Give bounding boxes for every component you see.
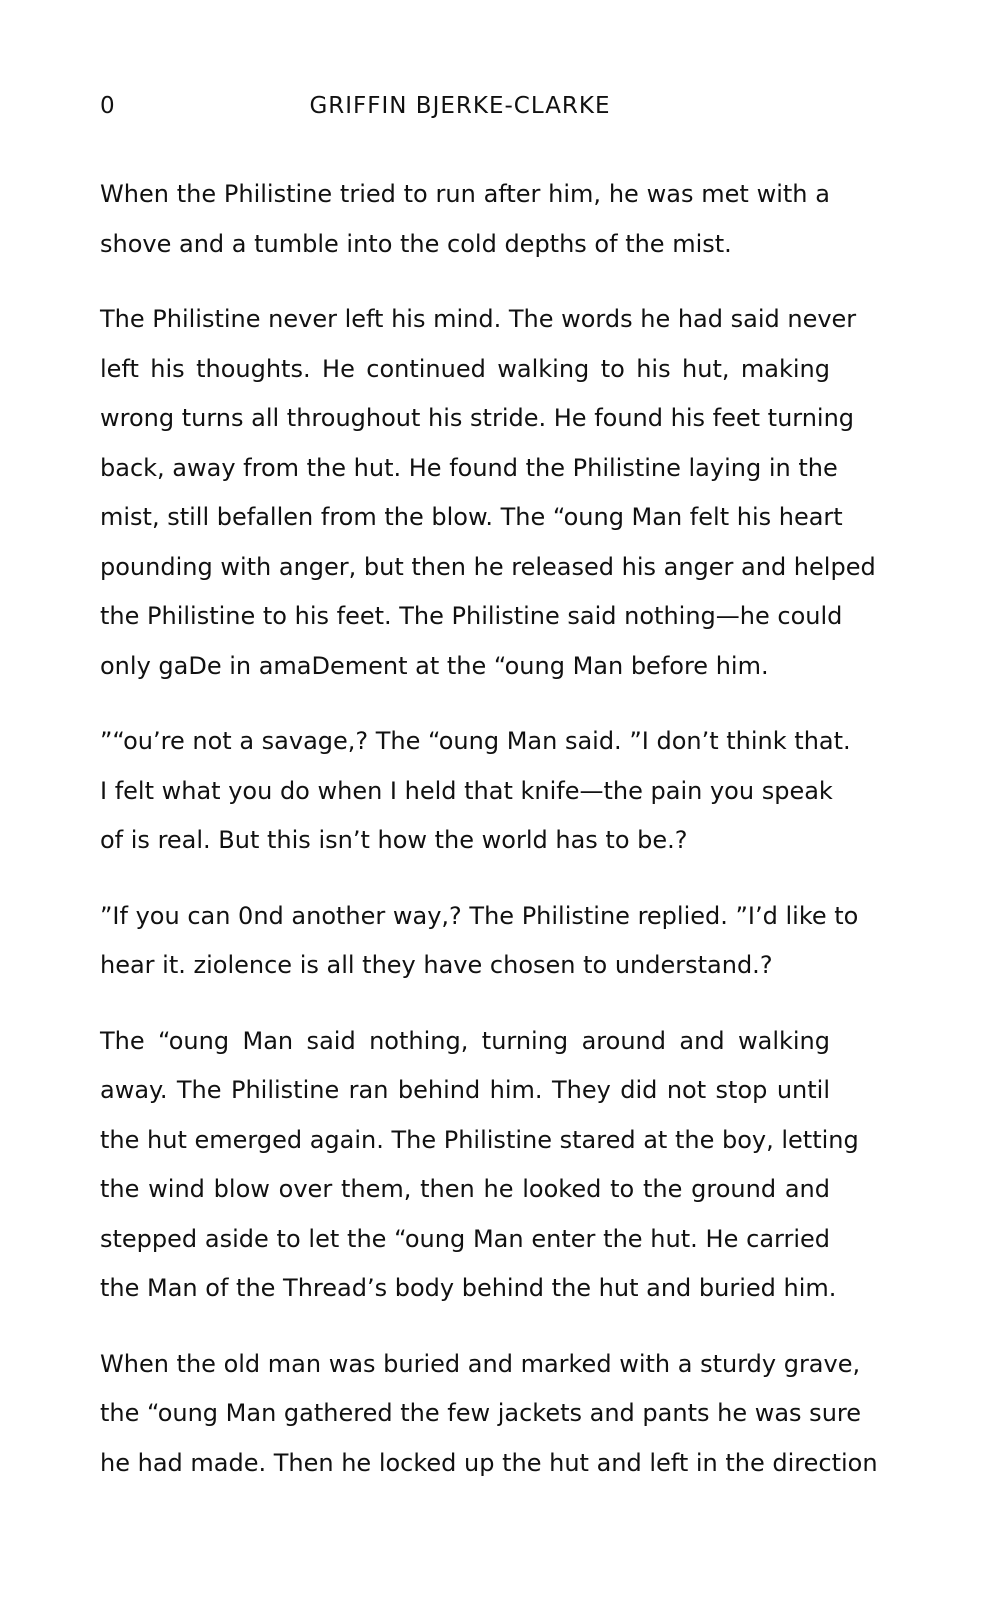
paragraph [100, 295, 876, 691]
running-head: GRIFFIN BJERKE-CLARKE [309, 93, 611, 119]
text-line: the “oung Man gathered the few jackets and pants he was sure [100, 1399, 862, 1427]
text-line: left his thoughts. He continued walking to his hut, making [100, 354, 830, 383]
text-line: ”“ou’re not a savage,? The “oung Man said. ”I don’t think that. [100, 727, 851, 755]
text-line: mist, still befallen from the blow. The “oung Man felt his heart [100, 503, 843, 531]
text-line: the wind blow over them, then he looked to the ground and [100, 1175, 830, 1203]
text-line: back, away from the hut. He found the Philistine laying in the [100, 453, 838, 482]
page-number: 0 [100, 93, 115, 119]
paragraph [100, 1340, 878, 1489]
text-line: he had made. Then he locked up the hut and left in the direction [100, 1448, 878, 1477]
text-line: The Philistine never left his mind. The words he had said never [100, 305, 857, 333]
text-line: of is real. But this isn’t how the world has to be.? [100, 826, 688, 854]
text-line: When the Philistine tried to run after him, he was met with a [100, 180, 830, 208]
text-line: stepped aside to let the “oung Man enter the hut. He carried [100, 1224, 830, 1253]
text-line: I felt what you do when I held that knife—the pain you speak [100, 776, 833, 805]
text-line: wrong turns all throughout his stride. He found his feet turning [100, 404, 855, 432]
body-text [100, 170, 878, 1514]
text-line: the hut emerged again. The Philistine stared at the boy, letting [100, 1125, 859, 1154]
text-line: hear it. ziolence is all they have chosen to understand.? [100, 951, 773, 979]
page-header [100, 88, 820, 124]
text-line: pounding with anger, but then he released his anger and helped [100, 552, 876, 581]
text-line: only gaDe in amaDement at the “oung Man before him. [100, 651, 769, 680]
text-line: The “oung Man said nothing, turning around and walking [100, 1026, 830, 1055]
text-line: shove and a tumble into the cold depths of the mist. [100, 229, 732, 258]
text-line: the Man of the Thread’s body behind the hut and buried him. [100, 1274, 837, 1302]
paragraph [100, 892, 859, 991]
paragraph [100, 717, 851, 866]
text-line: the Philistine to his feet. The Philistine said nothing—he could [100, 602, 843, 630]
paragraph [100, 170, 830, 269]
text-line: ”If you can 0nd another way,? The Philistine replied. ”I’d like to [100, 901, 859, 930]
text-line: away. The Philistine ran behind him. They did not stop until [100, 1076, 830, 1104]
text-line: When the old man was buried and marked with a sturdy grave, [100, 1349, 861, 1378]
paragraph [100, 1017, 859, 1314]
